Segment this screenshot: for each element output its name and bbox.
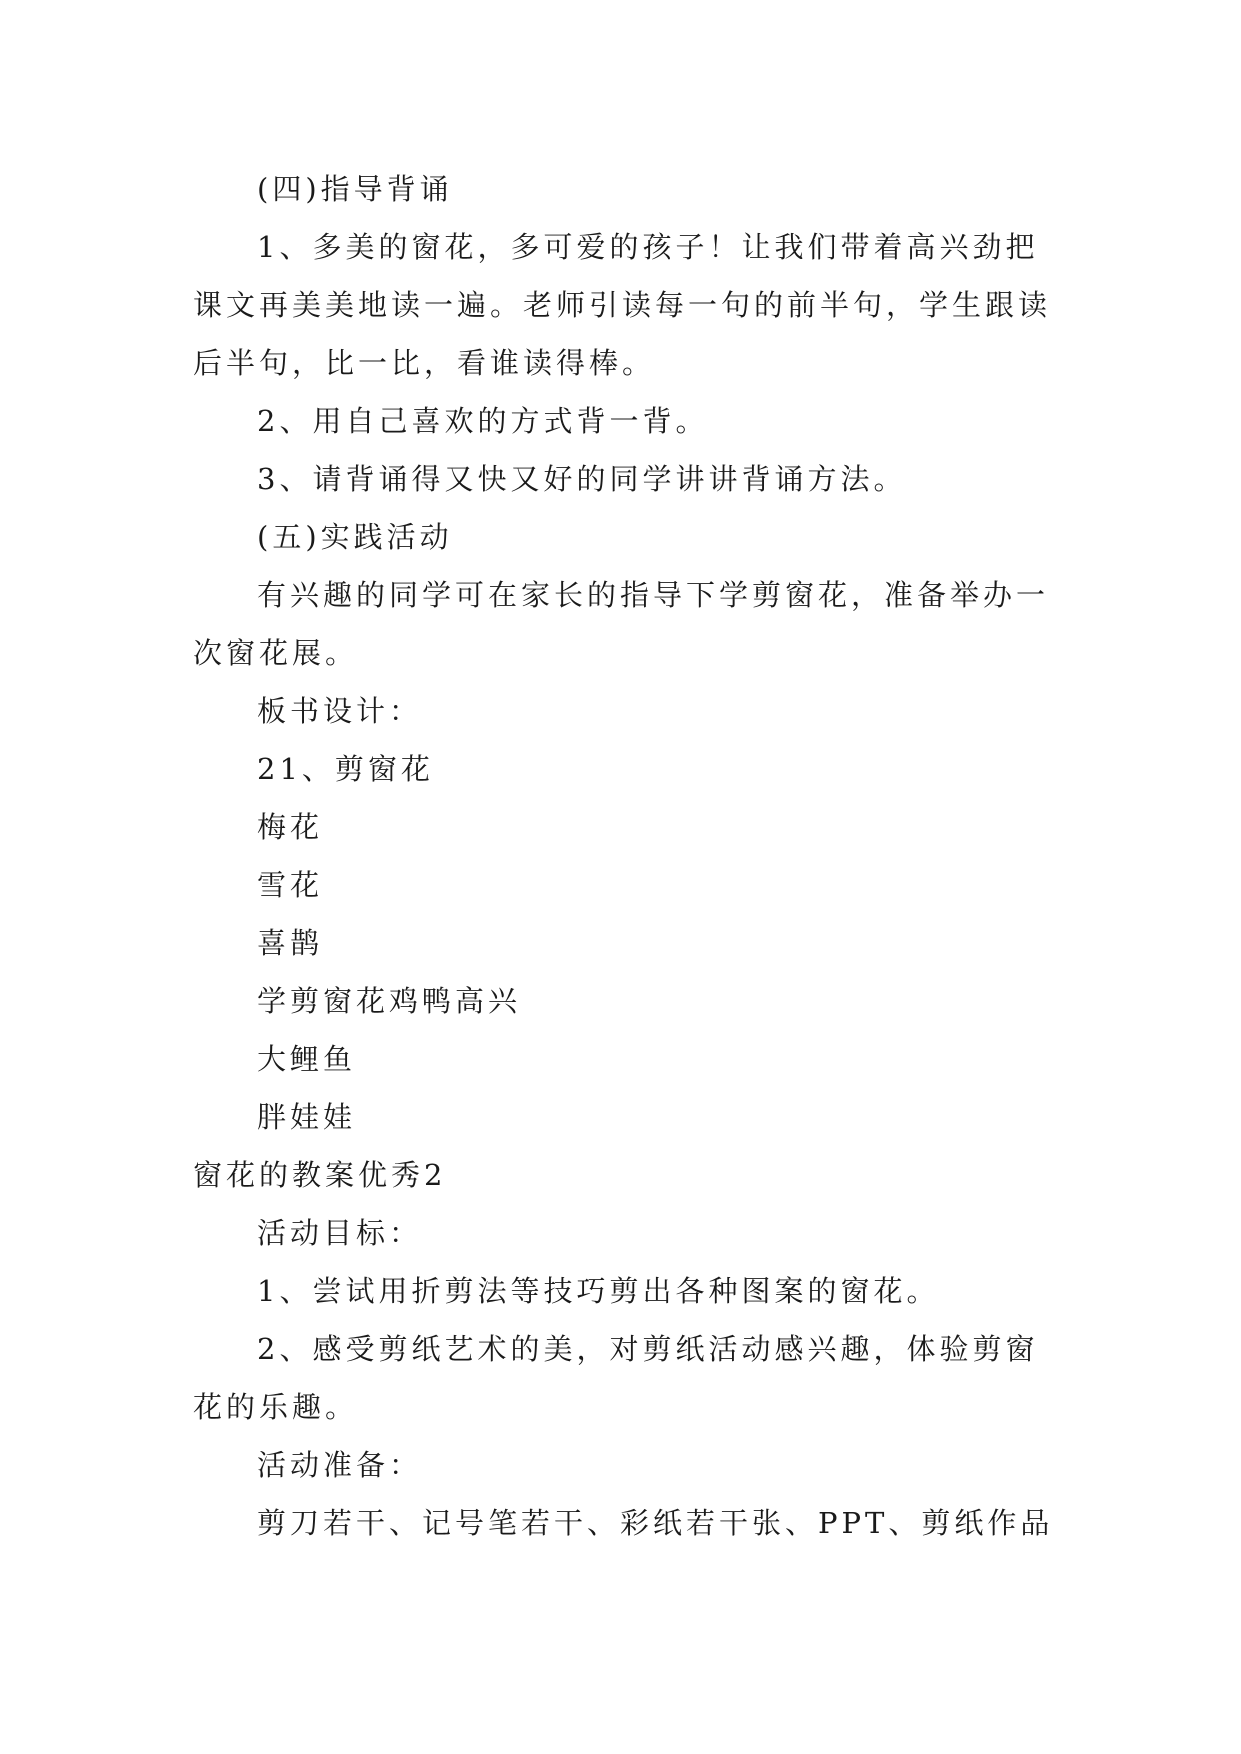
blackboard-item: 学剪窗花鸡鸭高兴 [257,984,522,1018]
activity-prep-label: 活动准备： [257,1448,423,1482]
blackboard-design-label: 板书设计： [257,694,423,728]
document-title: 窗花的教案优秀2 [193,1158,447,1192]
paragraph-line: 有兴趣的同学可在家长的指导下学剪窗花，准备举办一 [257,578,1050,612]
blackboard-item: 雪花 [257,868,324,902]
paragraph-line: 花的乐趣。 [193,1390,359,1424]
paragraph-line: 课文再美美地读一遍。老师引读每一句的前半句，学生跟读 [193,288,1052,322]
section-heading-practice: (五)实践活动 [257,520,453,554]
activity-goals-label: 活动目标： [257,1216,423,1250]
paragraph-line: 1、尝试用折剪法等技巧剪出各种图案的窗花。 [257,1274,940,1308]
blackboard-item: 21、剪窗花 [257,752,434,786]
paragraph-line: 次窗花展。 [193,636,359,670]
blackboard-item: 梅花 [257,810,324,844]
paragraph-line: 1、多美的窗花，多可爱的孩子！让我们带着高兴劲把 [257,230,1039,264]
paragraph-line: 2、感受剪纸艺术的美，对剪纸活动感兴趣，体验剪窗 [257,1332,1039,1366]
paragraph-line: 后半句，比一比，看谁读得棒。 [193,346,656,380]
section-heading-recitation: (四)指导背诵 [257,172,453,206]
paragraph-line: 剪刀若干、记号笔若干、彩纸若干张、PPT、剪纸作品 [257,1506,1054,1540]
blackboard-item: 大鲤鱼 [257,1042,357,1076]
document-body [193,160,1053,1552]
paragraph-line: 3、请背诵得又快又好的同学讲讲背诵方法。 [257,462,907,496]
blackboard-item: 喜鹊 [257,926,324,960]
paragraph-line: 2、用自己喜欢的方式背一背。 [257,404,709,438]
blackboard-item: 胖娃娃 [257,1100,357,1134]
